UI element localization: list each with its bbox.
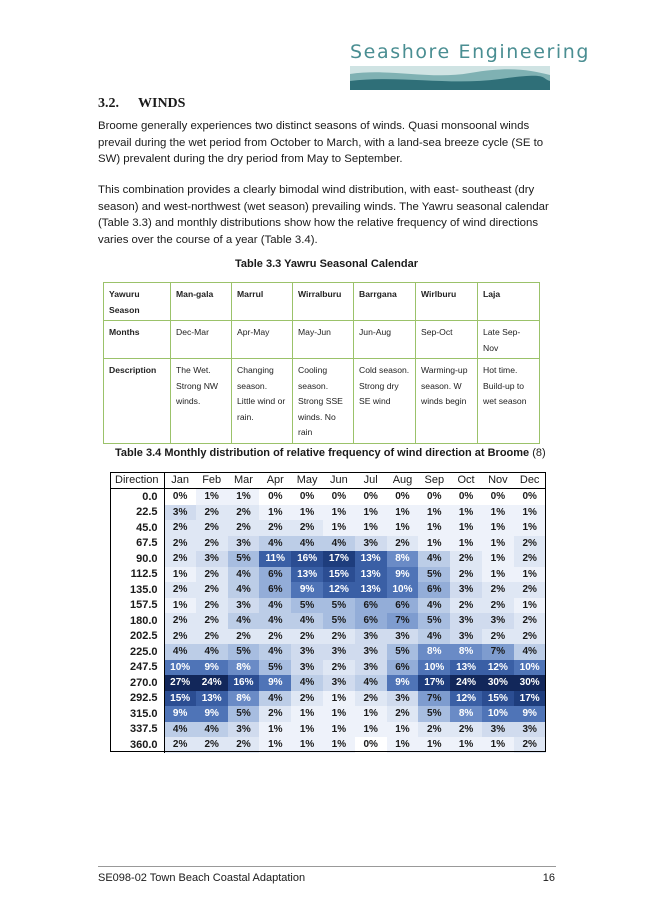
table-cell: Warming-up season. W winds begin: [416, 359, 478, 444]
frequency-cell: 4%: [291, 536, 323, 552]
frequency-cell: 0%: [418, 489, 450, 505]
table-cell: Cooling season. Strong SSE winds. No rain: [293, 359, 354, 444]
frequency-cell: 16%: [291, 551, 323, 567]
table-cell: Dec-Mar: [171, 321, 232, 359]
frequency-cell: 2%: [164, 737, 196, 753]
frequency-cell: 2%: [387, 706, 419, 722]
frequency-cell: 1%: [355, 520, 387, 536]
frequency-cell: 2%: [259, 706, 291, 722]
table-row: [110, 613, 546, 629]
frequency-cell: 4%: [418, 598, 450, 614]
frequency-cell: 12%: [482, 660, 514, 676]
direction-cell: 90.0: [110, 551, 164, 567]
frequency-cell: 1%: [482, 551, 514, 567]
company-logo: [350, 41, 591, 91]
section-number: 3.2.: [98, 96, 119, 111]
frequency-cell: 15%: [323, 567, 355, 583]
frequency-cell: 8%: [387, 551, 419, 567]
frequency-cell: 4%: [418, 551, 450, 567]
frequency-cell: 1%: [323, 722, 355, 738]
frequency-cell: 2%: [291, 691, 323, 707]
frequency-cell: 1%: [291, 505, 323, 521]
month-column-header: Aug: [387, 472, 419, 489]
frequency-cell: 9%: [164, 706, 196, 722]
table-cell: Man-gala: [171, 283, 232, 321]
frequency-cell: 1%: [323, 691, 355, 707]
frequency-cell: 2%: [355, 691, 387, 707]
frequency-cell: 2%: [323, 629, 355, 645]
frequency-cell: 10%: [387, 582, 419, 598]
frequency-cell: 2%: [164, 613, 196, 629]
direction-cell: 360.0: [110, 737, 164, 753]
table-3-4-reference: (8): [532, 447, 546, 459]
table-row: [110, 536, 546, 552]
table-row: [110, 722, 546, 738]
frequency-cell: 1%: [196, 489, 228, 505]
frequency-cell: 3%: [387, 691, 419, 707]
table-row: [110, 629, 546, 645]
frequency-cell: 8%: [418, 644, 450, 660]
section-title: WINDS: [138, 96, 186, 111]
direction-cell: 270.0: [110, 675, 164, 691]
table-cell: Wirlburu: [416, 283, 478, 321]
footer-document-title: SE098-02 Town Beach Coastal Adaptation: [98, 872, 306, 884]
frequency-cell: 2%: [164, 629, 196, 645]
frequency-cell: 2%: [482, 629, 514, 645]
frequency-cell: 3%: [323, 675, 355, 691]
frequency-cell: 7%: [387, 613, 419, 629]
month-column-header: Apr: [259, 472, 291, 489]
frequency-cell: 1%: [164, 598, 196, 614]
frequency-cell: 3%: [323, 644, 355, 660]
table-row: [110, 489, 546, 505]
frequency-cell: 8%: [228, 660, 260, 676]
frequency-cell: 2%: [291, 629, 323, 645]
frequency-cell: 30%: [514, 675, 546, 691]
frequency-cell: 16%: [228, 675, 260, 691]
frequency-cell: 1%: [355, 722, 387, 738]
table-cell: Cold season. Strong dry SE wind: [354, 359, 416, 444]
table-cell: Months: [104, 321, 171, 359]
frequency-cell: 4%: [164, 644, 196, 660]
frequency-cell: 13%: [196, 691, 228, 707]
direction-cell: 202.5: [110, 629, 164, 645]
frequency-cell: 2%: [196, 598, 228, 614]
month-column-header: Dec: [514, 472, 546, 489]
frequency-cell: 1%: [450, 536, 482, 552]
table-cell: Apr-May: [232, 321, 293, 359]
frequency-cell: 0%: [355, 489, 387, 505]
frequency-cell: 3%: [514, 722, 546, 738]
months-row: [104, 321, 540, 359]
frequency-cell: 1%: [514, 567, 546, 583]
direction-cell: 112.5: [110, 567, 164, 583]
frequency-cell: 27%: [164, 675, 196, 691]
frequency-cell: 3%: [291, 644, 323, 660]
frequency-cell: 3%: [482, 613, 514, 629]
frequency-cell: 17%: [418, 675, 450, 691]
frequency-cell: 5%: [418, 613, 450, 629]
frequency-cell: 4%: [259, 691, 291, 707]
frequency-cell: 3%: [355, 629, 387, 645]
frequency-cell: 3%: [355, 660, 387, 676]
frequency-cell: 4%: [228, 582, 260, 598]
table-cell: Changing season. Little wind or rain.: [232, 359, 293, 444]
frequency-cell: 13%: [291, 567, 323, 583]
month-column-header: Sep: [418, 472, 450, 489]
frequency-cell: 4%: [418, 629, 450, 645]
month-column-header: Jun: [323, 472, 355, 489]
frequency-cell: 6%: [387, 598, 419, 614]
frequency-cell: 2%: [259, 520, 291, 536]
frequency-cell: 9%: [514, 706, 546, 722]
frequency-cell: 3%: [482, 722, 514, 738]
frequency-cell: 1%: [387, 520, 419, 536]
month-column-header: Oct: [450, 472, 482, 489]
frequency-cell: 0%: [387, 489, 419, 505]
frequency-cell: 2%: [164, 520, 196, 536]
wave-logo-icon: [350, 66, 550, 90]
frequency-cell: 1%: [514, 520, 546, 536]
frequency-cell: 4%: [291, 613, 323, 629]
paragraph-bimodal: This combination provides a clearly bimodal wind distribution, with east- southeast (dry season) and west-northwest (wet season) prevailing winds. The Yawru seasonal calendar (Table 3.3) and monthly distributions show how the relative frequency of wind directions varies over the course of a year (Table 3.4).: [98, 184, 549, 246]
table-cell: Hot time. Build-up to wet season: [478, 359, 540, 444]
table-3-3-caption: Table 3.3 Yawru Seasonal Calendar: [234, 258, 418, 270]
table-3-4-caption-text: Table 3.4 Monthly distribution of relative frequency of wind direction at Broome: [115, 447, 530, 459]
table-cell: The Wet. Strong NW winds.: [171, 359, 232, 444]
frequency-cell: 1%: [418, 520, 450, 536]
table-cell: Barrgana: [354, 283, 416, 321]
frequency-cell: 1%: [418, 505, 450, 521]
table-3-4-caption: [115, 447, 546, 459]
frequency-cell: 0%: [164, 489, 196, 505]
month-column-header: Mar: [228, 472, 260, 489]
frequency-cell: 0%: [323, 489, 355, 505]
frequency-cell: 5%: [291, 598, 323, 614]
frequency-cell: 4%: [196, 722, 228, 738]
frequency-cell: 1%: [482, 536, 514, 552]
frequency-cell: 1%: [387, 722, 419, 738]
paragraph-intro: Broome generally experiences two distinct seasons of winds. Quasi monsoonal winds prevail during the wet period from October to March, with a land-sea breeze cycle (SE to SW) prevalent during the dry period from May to September.: [98, 120, 544, 165]
frequency-cell: 1%: [450, 505, 482, 521]
frequency-cell: 13%: [355, 567, 387, 583]
table-cell: Wirralburu: [293, 283, 354, 321]
frequency-cell: 2%: [514, 551, 546, 567]
frequency-cell: 2%: [228, 737, 260, 753]
frequency-cell: 0%: [514, 489, 546, 505]
table-cell: Yawuru Season: [104, 283, 171, 321]
frequency-cell: 2%: [514, 737, 546, 753]
frequency-cell: 2%: [291, 520, 323, 536]
frequency-cell: 4%: [259, 536, 291, 552]
frequency-cell: 1%: [291, 737, 323, 753]
frequency-cell: 2%: [514, 613, 546, 629]
table-cell: Marrul: [232, 283, 293, 321]
frequency-cell: 3%: [450, 629, 482, 645]
frequency-cell: 1%: [323, 520, 355, 536]
frequency-cell: 2%: [196, 613, 228, 629]
table-row: [110, 551, 546, 567]
frequency-cell: 4%: [514, 644, 546, 660]
direction-cell: 247.5: [110, 660, 164, 676]
frequency-cell: 2%: [196, 536, 228, 552]
frequency-cell: 11%: [259, 551, 291, 567]
frequency-cell: 0%: [482, 489, 514, 505]
frequency-cell: 2%: [228, 520, 260, 536]
frequency-cell: 9%: [259, 675, 291, 691]
table-row: [110, 737, 546, 753]
frequency-cell: 0%: [355, 737, 387, 753]
direction-cell: 180.0: [110, 613, 164, 629]
wind-header-row: [110, 472, 546, 489]
frequency-cell: 5%: [228, 551, 260, 567]
frequency-cell: 9%: [387, 567, 419, 583]
frequency-cell: 6%: [259, 567, 291, 583]
frequency-cell: 15%: [164, 691, 196, 707]
season-row: [104, 283, 540, 321]
frequency-cell: 1%: [323, 737, 355, 753]
table-row: [110, 691, 546, 707]
frequency-cell: 10%: [482, 706, 514, 722]
frequency-cell: 1%: [355, 505, 387, 521]
frequency-cell: 1%: [291, 722, 323, 738]
frequency-cell: 8%: [450, 644, 482, 660]
direction-cell: 292.5: [110, 691, 164, 707]
frequency-cell: 3%: [164, 505, 196, 521]
frequency-cell: 9%: [387, 675, 419, 691]
frequency-cell: 3%: [450, 613, 482, 629]
frequency-cell: 12%: [323, 582, 355, 598]
frequency-cell: 6%: [355, 613, 387, 629]
frequency-cell: 8%: [228, 691, 260, 707]
frequency-cell: 1%: [259, 505, 291, 521]
frequency-cell: 3%: [355, 644, 387, 660]
table-row: [110, 675, 546, 691]
frequency-cell: 2%: [164, 551, 196, 567]
frequency-cell: 9%: [196, 660, 228, 676]
frequency-cell: 2%: [196, 520, 228, 536]
frequency-cell: 4%: [259, 644, 291, 660]
frequency-cell: 5%: [387, 644, 419, 660]
frequency-cell: 12%: [450, 691, 482, 707]
frequency-cell: 1%: [482, 505, 514, 521]
frequency-cell: 2%: [323, 660, 355, 676]
frequency-cell: 3%: [228, 536, 260, 552]
frequency-cell: 9%: [196, 706, 228, 722]
frequency-cell: 17%: [514, 691, 546, 707]
frequency-cell: 2%: [259, 629, 291, 645]
frequency-cell: 5%: [228, 644, 260, 660]
month-column-header: Jul: [355, 472, 387, 489]
direction-cell: 22.5: [110, 505, 164, 521]
frequency-cell: 1%: [259, 722, 291, 738]
direction-column-header: Direction: [110, 472, 164, 489]
frequency-cell: 15%: [482, 691, 514, 707]
month-column-header: Feb: [196, 472, 228, 489]
footer-page-number: 16: [542, 872, 555, 884]
frequency-cell: 2%: [228, 629, 260, 645]
frequency-cell: 1%: [418, 536, 450, 552]
frequency-cell: 2%: [196, 505, 228, 521]
frequency-cell: 2%: [196, 567, 228, 583]
table-cell: Jun-Aug: [354, 321, 416, 359]
frequency-cell: 0%: [259, 489, 291, 505]
frequency-cell: 0%: [291, 489, 323, 505]
frequency-cell: 3%: [291, 660, 323, 676]
frequency-cell: 13%: [355, 582, 387, 598]
frequency-cell: 2%: [450, 567, 482, 583]
frequency-cell: 4%: [355, 675, 387, 691]
frequency-cell: 8%: [450, 706, 482, 722]
frequency-cell: 2%: [482, 598, 514, 614]
frequency-cell: 3%: [355, 536, 387, 552]
description-row: [104, 359, 540, 444]
frequency-cell: 2%: [514, 582, 546, 598]
table-cell: Sep-Oct: [416, 321, 478, 359]
wind-frequency-table: [110, 472, 546, 753]
frequency-cell: 3%: [196, 551, 228, 567]
frequency-cell: 1%: [323, 505, 355, 521]
frequency-cell: 1%: [355, 706, 387, 722]
direction-cell: 135.0: [110, 582, 164, 598]
frequency-cell: 5%: [418, 706, 450, 722]
month-column-header: Jan: [164, 472, 196, 489]
frequency-cell: 1%: [259, 737, 291, 753]
frequency-cell: 13%: [355, 551, 387, 567]
frequency-cell: 13%: [450, 660, 482, 676]
frequency-cell: 3%: [228, 722, 260, 738]
table-cell: Late Sep-Nov: [478, 321, 540, 359]
frequency-cell: 1%: [387, 505, 419, 521]
frequency-cell: 1%: [482, 520, 514, 536]
month-column-header: Nov: [482, 472, 514, 489]
frequency-cell: 5%: [259, 660, 291, 676]
frequency-cell: 1%: [482, 567, 514, 583]
frequency-cell: 4%: [291, 675, 323, 691]
table-row: [110, 644, 546, 660]
frequency-cell: 5%: [418, 567, 450, 583]
frequency-cell: 6%: [355, 598, 387, 614]
month-column-header: May: [291, 472, 323, 489]
frequency-cell: 1%: [291, 706, 323, 722]
table-row: [110, 598, 546, 614]
table-row: [110, 706, 546, 722]
frequency-cell: 3%: [228, 598, 260, 614]
direction-cell: 315.0: [110, 706, 164, 722]
table-cell: Description: [104, 359, 171, 444]
frequency-cell: 4%: [323, 536, 355, 552]
frequency-cell: 6%: [387, 660, 419, 676]
frequency-cell: 3%: [450, 582, 482, 598]
frequency-cell: 1%: [387, 737, 419, 753]
frequency-cell: 10%: [164, 660, 196, 676]
frequency-cell: 4%: [228, 567, 260, 583]
frequency-cell: 2%: [196, 582, 228, 598]
frequency-cell: 1%: [323, 706, 355, 722]
frequency-cell: 30%: [482, 675, 514, 691]
frequency-cell: 24%: [450, 675, 482, 691]
frequency-cell: 7%: [418, 691, 450, 707]
frequency-cell: 4%: [259, 598, 291, 614]
direction-cell: 225.0: [110, 644, 164, 660]
direction-cell: 0.0: [110, 489, 164, 505]
frequency-cell: 5%: [323, 613, 355, 629]
frequency-cell: 1%: [418, 737, 450, 753]
frequency-cell: 5%: [323, 598, 355, 614]
frequency-cell: 2%: [196, 629, 228, 645]
frequency-cell: 3%: [387, 629, 419, 645]
frequency-cell: 4%: [259, 613, 291, 629]
table-cell: May-Jun: [293, 321, 354, 359]
table-row: [110, 660, 546, 676]
table-row: [110, 505, 546, 521]
table-cell: Laja: [478, 283, 540, 321]
frequency-cell: 4%: [228, 613, 260, 629]
table-row: [110, 582, 546, 598]
frequency-cell: 1%: [482, 737, 514, 753]
frequency-cell: 1%: [164, 567, 196, 583]
frequency-cell: 7%: [482, 644, 514, 660]
frequency-cell: 1%: [450, 737, 482, 753]
frequency-cell: 9%: [291, 582, 323, 598]
frequency-cell: 2%: [164, 536, 196, 552]
frequency-cell: 1%: [514, 505, 546, 521]
footer-divider: [98, 866, 556, 867]
frequency-cell: 17%: [323, 551, 355, 567]
frequency-cell: 2%: [450, 598, 482, 614]
frequency-cell: 2%: [482, 582, 514, 598]
frequency-cell: 10%: [514, 660, 546, 676]
frequency-cell: 1%: [228, 489, 260, 505]
direction-cell: 157.5: [110, 598, 164, 614]
frequency-cell: 24%: [196, 675, 228, 691]
table-row: [110, 567, 546, 583]
frequency-cell: 10%: [418, 660, 450, 676]
frequency-cell: 2%: [514, 536, 546, 552]
direction-cell: 45.0: [110, 520, 164, 536]
frequency-cell: 2%: [450, 722, 482, 738]
frequency-cell: 0%: [450, 489, 482, 505]
frequency-cell: 2%: [228, 505, 260, 521]
section-heading: [98, 96, 185, 112]
frequency-cell: 1%: [450, 520, 482, 536]
frequency-cell: 4%: [196, 644, 228, 660]
table-row: [110, 520, 546, 536]
frequency-cell: 2%: [164, 582, 196, 598]
frequency-cell: 2%: [450, 551, 482, 567]
frequency-cell: 4%: [164, 722, 196, 738]
frequency-cell: 2%: [387, 536, 419, 552]
frequency-cell: 2%: [418, 722, 450, 738]
frequency-cell: 2%: [196, 737, 228, 753]
frequency-cell: 6%: [418, 582, 450, 598]
direction-cell: 337.5: [110, 722, 164, 738]
yawru-seasonal-calendar-table: [103, 282, 540, 444]
direction-cell: 67.5: [110, 536, 164, 552]
frequency-cell: 1%: [514, 598, 546, 614]
frequency-cell: 5%: [228, 706, 260, 722]
frequency-cell: 6%: [259, 582, 291, 598]
frequency-cell: 2%: [514, 629, 546, 645]
logo-text: Seashore Engineering: [350, 41, 591, 63]
